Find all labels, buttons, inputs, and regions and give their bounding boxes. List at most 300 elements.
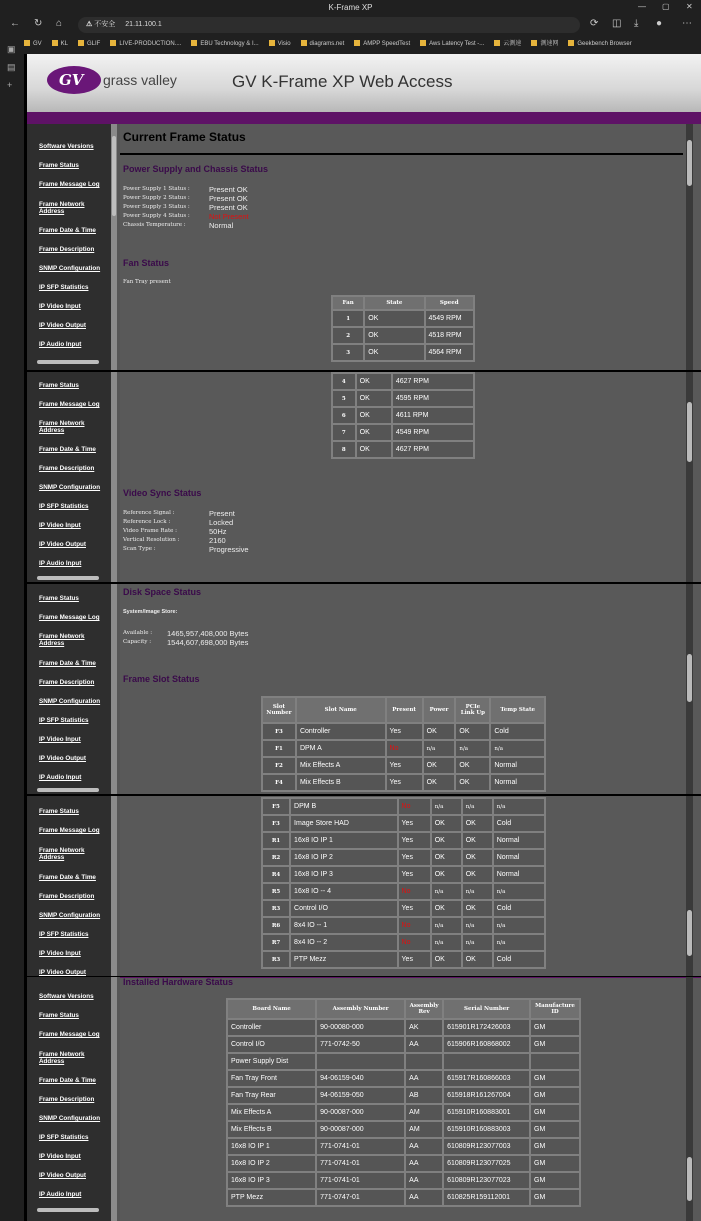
table-cell: AB [405, 1087, 443, 1104]
table-cell: OK [364, 310, 424, 327]
bookmark-item[interactable] [78, 36, 100, 52]
nav-frame-network-address[interactable]: Address [39, 640, 65, 647]
bookmark-item[interactable] [269, 36, 291, 52]
maximize-icon[interactable]: ▢ [662, 2, 670, 11]
table-cell: n/a [431, 798, 462, 815]
nav-frame-network-address[interactable]: Address [39, 208, 65, 215]
nav-frame-description[interactable]: Frame Description [39, 679, 95, 686]
table-cell: Yes [386, 723, 423, 740]
table-cell: Yes [398, 900, 431, 917]
table-cell: Cold [493, 815, 545, 832]
table-cell: R3 [262, 900, 290, 917]
table-cell: 4627 RPM [392, 441, 474, 458]
table-cell: 4518 RPM [425, 327, 475, 344]
column-header: Assembly Number [316, 999, 405, 1019]
table-row [262, 723, 545, 740]
table-row [262, 757, 545, 774]
table-cell [316, 1053, 405, 1070]
table-cell: n/a [493, 798, 545, 815]
table-cell: No [398, 883, 431, 900]
table-row [227, 1121, 580, 1138]
disk-heading: Disk Space Status [123, 587, 202, 597]
bookmark-item[interactable] [568, 36, 631, 52]
table-cell: GM [530, 1070, 580, 1087]
bookmark-item[interactable] [531, 36, 558, 52]
nav-ip-audio-input[interactable]: IP Audio Input [39, 1191, 82, 1198]
table-cell: 16x8 IO IP 2 [227, 1155, 316, 1172]
table-row [262, 883, 545, 900]
table-cell: OK [462, 866, 493, 883]
table-cell: Mix Effects A [296, 757, 386, 774]
bookmark-item[interactable] [24, 36, 42, 52]
table-cell: AA [405, 1189, 443, 1206]
table-cell: OK [455, 774, 490, 791]
sidebar-scroll-thumb[interactable] [112, 136, 116, 216]
nav-frame-description[interactable]: Frame Description [39, 465, 95, 472]
table-cell: 4611 RPM [392, 407, 474, 424]
table-row [227, 1036, 580, 1053]
nav-frame-status[interactable]: Frame Status [39, 382, 79, 389]
slot-table [261, 696, 546, 792]
table-cell: OK [462, 900, 493, 917]
brand-name: grass valley [103, 72, 177, 88]
sidebar-hscroll[interactable] [37, 576, 99, 580]
sidebar-hscroll[interactable] [37, 360, 99, 364]
table-cell: 771-0741-01 [316, 1155, 405, 1172]
bookmark-item[interactable] [354, 36, 410, 52]
table-cell: 8x4 IO -- 2 [290, 934, 397, 951]
table-cell: 1 [332, 310, 364, 327]
table-cell: OK [455, 723, 490, 740]
tab-title: K-Frame XP [328, 3, 373, 12]
table-row [332, 441, 474, 458]
table-cell: Normal [490, 757, 545, 774]
table-cell: 16x8 IO -- 4 [290, 883, 397, 900]
table-cell: 615910R160883001 [443, 1104, 530, 1121]
table-cell: OK [431, 849, 462, 866]
bookmark-icon [568, 40, 574, 46]
table-cell: 16x8 IO IP 2 [290, 849, 397, 866]
nav-snmp-configuration[interactable]: SNMP Configuration [39, 265, 101, 272]
table-cell: OK [431, 832, 462, 849]
table-cell: R7 [262, 934, 290, 951]
table-cell: OK [455, 757, 490, 774]
nav-frame-message-log[interactable]: Frame Message Log [39, 401, 100, 408]
sidebar-hscroll[interactable] [37, 788, 99, 792]
nav-ip-sfp-statistics[interactable]: IP SFP Statistics [39, 284, 89, 291]
column-header: Fan [332, 296, 364, 310]
nav-frame-network[interactable]: Frame Network [39, 633, 85, 640]
slot-heading: Frame Slot Status [123, 674, 200, 684]
table-cell: n/a [455, 740, 490, 757]
table-cell: 771-0747-01 [316, 1189, 405, 1206]
content-scroll-thumb[interactable] [687, 654, 692, 702]
bookmark-item[interactable] [420, 36, 484, 52]
bookmark-icon [494, 40, 500, 46]
nav-frame-status[interactable]: Frame Status [39, 1012, 79, 1019]
bookmark-icon [110, 40, 116, 46]
table-cell: GM [530, 1155, 580, 1172]
table-cell: 4 [332, 373, 356, 390]
bookmark-icon [191, 40, 197, 46]
nav-frame-message-log[interactable]: Frame Message Log [39, 1031, 100, 1038]
table-cell: AA [405, 1070, 443, 1087]
table-cell: 4627 RPM [392, 373, 474, 390]
table-cell: AA [405, 1138, 443, 1155]
address-bar[interactable] [78, 17, 580, 33]
bookmark-icon [24, 40, 30, 46]
nav-ip-video-output[interactable]: IP Video Output [39, 322, 86, 329]
table-cell: OK [431, 815, 462, 832]
table-row [227, 1138, 580, 1155]
table-cell: n/a [423, 740, 456, 757]
table-row [262, 900, 545, 917]
table-cell: 7 [332, 424, 356, 441]
table-cell: 610809R123077003 [443, 1138, 530, 1155]
table-cell [443, 1053, 530, 1070]
table-cell: OK [423, 774, 456, 791]
title-divider [120, 153, 683, 155]
sidebar [27, 124, 111, 370]
table-cell: OK [423, 757, 456, 774]
nav-ip-audio-input[interactable]: IP Audio Input [39, 341, 82, 348]
nav-frame-description[interactable]: Frame Description [39, 246, 95, 253]
table-cell: n/a [462, 917, 493, 934]
bookmark-icon [301, 40, 307, 46]
nav-frame-network[interactable]: Frame Network [39, 420, 85, 427]
power-heading: Power Supply and Chassis Status [123, 164, 269, 174]
table-cell: 16x8 IO IP 1 [227, 1138, 316, 1155]
bookmark-item[interactable] [191, 36, 258, 52]
bookmark-label: diagrams.net [309, 41, 345, 47]
panel-2 [27, 372, 701, 582]
nav-frame-network-address[interactable]: Address [39, 1058, 65, 1065]
nav-software-versions[interactable]: Software Versions [39, 143, 94, 150]
nav-frame-network-address[interactable]: Address [39, 427, 65, 434]
nav-software-versions[interactable]: Software Versions [39, 993, 94, 1000]
tab-icon[interactable]: ▣ [7, 44, 16, 54]
table-cell: 94-06159-040 [316, 1070, 405, 1087]
table-row [332, 327, 474, 344]
table-cell: OK [356, 390, 392, 407]
table-cell: 90-00087-000 [316, 1121, 405, 1138]
table-cell [530, 1053, 580, 1070]
table-cell: 615918R161267004 [443, 1087, 530, 1104]
table-cell: OK [462, 832, 493, 849]
table-cell: 610809R123077025 [443, 1155, 530, 1172]
table-cell: 2 [332, 327, 364, 344]
table-cell: 5 [332, 390, 356, 407]
table-cell: OK [356, 424, 392, 441]
table-cell: R6 [262, 917, 290, 934]
column-header: Board Name [227, 999, 316, 1019]
nav-ip-video-output[interactable]: IP Video Output [39, 1172, 86, 1179]
table-row [227, 1172, 580, 1189]
table-cell: OK [431, 951, 462, 968]
table-cell: No [398, 798, 431, 815]
nav-ip-sfp-statistics[interactable]: IP SFP Statistics [39, 1134, 89, 1141]
column-header: Present [386, 697, 423, 723]
table-cell: OK [462, 815, 493, 832]
table-cell: Mix Effects B [227, 1121, 316, 1138]
nav-frame-message-log[interactable]: Frame Message Log [39, 181, 100, 188]
table-row [262, 774, 545, 791]
table-row [332, 390, 474, 407]
table-cell: 610825R159112001 [443, 1189, 530, 1206]
table-row [332, 344, 474, 361]
bookmark-label: GLIF [87, 41, 101, 47]
table-cell: Controller [227, 1019, 316, 1036]
content-scroll-thumb[interactable] [687, 1157, 692, 1201]
close-icon[interactable]: ✕ [686, 2, 693, 11]
table-cell: GM [530, 1087, 580, 1104]
sidebar [27, 372, 111, 582]
nav-ip-video-output[interactable]: IP Video Output [39, 755, 86, 762]
slot-table-continued [261, 797, 546, 969]
bookmark-icon [78, 40, 84, 46]
content-scroll-thumb[interactable] [687, 402, 692, 462]
nav-frame-date-time[interactable]: Frame Date & Time [39, 227, 96, 234]
nav-ip-video-output[interactable]: IP Video Output [39, 969, 86, 976]
table-cell: OK [431, 866, 462, 883]
panel-1 [27, 54, 701, 370]
gv-logo: GV [47, 66, 101, 94]
table-cell: 771-0742-50 [316, 1036, 405, 1053]
column-header: Serial Number [443, 999, 530, 1019]
sidebar-scrollbar[interactable] [111, 372, 117, 582]
nav-snmp-configuration[interactable]: SNMP Configuration [39, 698, 101, 705]
bookmark-label: Visio [277, 41, 291, 47]
sidebar-scrollbar[interactable] [111, 796, 117, 976]
table-cell: n/a [431, 934, 462, 951]
copilot-icon[interactable]: ● [656, 18, 663, 29]
table-cell: F5 [262, 798, 290, 815]
bookmark-item[interactable] [494, 36, 521, 52]
table-cell: R1 [262, 832, 290, 849]
nav-snmp-configuration[interactable]: SNMP Configuration [39, 1115, 101, 1122]
page-icon[interactable]: ▤ [7, 62, 16, 72]
table-row [262, 740, 545, 757]
table-cell: DPM A [296, 740, 386, 757]
table-cell: AA [405, 1172, 443, 1189]
back-icon[interactable]: ← [10, 18, 20, 29]
column-header: Assembly Rev [405, 999, 443, 1019]
column-header: PCIe Link Up [455, 697, 490, 723]
nav-frame-date-time[interactable]: Frame Date & Time [39, 1077, 96, 1084]
table-row [227, 1053, 580, 1070]
nav-frame-date-time[interactable]: Frame Date & Time [39, 874, 96, 881]
extensions-icon[interactable]: ⟳ [590, 18, 599, 29]
table-cell: 615901R172426003 [443, 1019, 530, 1036]
sidebar-scrollbar[interactable] [111, 584, 117, 794]
nav-frame-status[interactable]: Frame Status [39, 808, 79, 815]
kv-row: Scan Type : Progressive [123, 545, 249, 554]
nav-snmp-configuration[interactable]: SNMP Configuration [39, 912, 101, 919]
sidebar-scrollbar[interactable] [111, 977, 117, 1221]
nav-ip-video-input[interactable]: IP Video Input [39, 303, 81, 310]
bookmark-label: LIVE-PRODUCTION.... [119, 41, 182, 47]
nav-frame-message-log[interactable]: Frame Message Log [39, 614, 100, 621]
table-cell: F4 [262, 774, 296, 791]
table-row [262, 798, 545, 815]
content [120, 372, 701, 582]
content-scroll-thumb[interactable] [687, 910, 692, 956]
table-row [332, 310, 474, 327]
reload-icon[interactable]: ↻ [34, 18, 43, 29]
nav-ip-video-input[interactable]: IP Video Input [39, 1153, 81, 1160]
bookmark-item[interactable] [301, 36, 345, 52]
table-cell: GM [530, 1019, 580, 1036]
kv-row: Reference Signal : Present [123, 509, 235, 518]
home-icon[interactable]: ⌂ [56, 18, 63, 29]
kv-row: Capacity : 1544,607,698,000 Bytes [123, 638, 249, 647]
nav-ip-video-input[interactable]: IP Video Input [39, 950, 81, 957]
column-header: Temp State [490, 697, 545, 723]
sidebar-hscroll[interactable] [37, 1208, 99, 1212]
table-cell: 4549 RPM [425, 310, 475, 327]
nav-ip-sfp-statistics[interactable]: IP SFP Statistics [39, 931, 89, 938]
nav-frame-network[interactable]: Frame Network [39, 847, 85, 854]
new-tab-icon[interactable]: + [7, 80, 13, 90]
table-cell: AA [405, 1036, 443, 1053]
table-cell: PTP Mezz [290, 951, 397, 968]
content [120, 584, 701, 794]
bookmark-label: AMPP SpeedTest [363, 41, 411, 47]
table-cell: Yes [386, 774, 423, 791]
sync-heading: Video Sync Status [123, 488, 202, 498]
table-cell: 4564 RPM [425, 344, 475, 361]
table-cell: 94-06159-050 [316, 1087, 405, 1104]
table-row [262, 832, 545, 849]
kv-row: Power Supply 4 Status : Not Present [123, 212, 249, 221]
table-row [262, 849, 545, 866]
nav-frame-network-address[interactable]: Address [39, 854, 65, 861]
table-row [227, 1070, 580, 1087]
nav-frame-network[interactable]: Frame Network [39, 1051, 85, 1058]
panel-3 [27, 584, 701, 794]
nav-frame-network[interactable]: Frame Network [39, 201, 85, 208]
bookmark-item[interactable] [52, 36, 68, 52]
bookmark-label: EBU Technology & I... [200, 41, 259, 47]
table-cell: Mix Effects B [296, 774, 386, 791]
table-header-row [227, 999, 580, 1019]
table-cell: 4549 RPM [392, 424, 474, 441]
disk-subheading: System/Image Store: [123, 609, 178, 615]
app-title: GV K-Frame XP Web Access [232, 72, 453, 91]
fan-table-continued [331, 372, 475, 459]
nav-ip-video-output[interactable]: IP Video Output [39, 541, 86, 548]
nav-frame-message-log[interactable]: Frame Message Log [39, 827, 100, 834]
bookmark-label: GV [33, 41, 42, 47]
table-row [332, 373, 474, 390]
nav-ip-video-input[interactable]: IP Video Input [39, 522, 81, 529]
table-cell: GM [530, 1104, 580, 1121]
table-cell: 90-00080-000 [316, 1019, 405, 1036]
page-header [27, 54, 701, 112]
nav-ip-sfp-statistics[interactable]: IP SFP Statistics [39, 503, 89, 510]
nav-frame-description[interactable]: Frame Description [39, 893, 95, 900]
table-header-row [262, 697, 545, 723]
kv-row: Power Supply 1 Status : Present OK [123, 185, 248, 194]
table-cell: AM [405, 1104, 443, 1121]
table-cell: Normal [493, 849, 545, 866]
content [120, 796, 701, 976]
table-cell: Yes [398, 866, 431, 883]
bookmark-icon [531, 40, 537, 46]
table-cell: 16x8 IO IP 3 [290, 866, 397, 883]
table-cell: n/a [462, 883, 493, 900]
table-cell: OK [423, 723, 456, 740]
bookmark-icon [354, 40, 360, 46]
nav-ip-video-input[interactable]: IP Video Input [39, 736, 81, 743]
download-icon[interactable]: ⤓ [634, 18, 639, 29]
table-cell: GM [530, 1172, 580, 1189]
table-row [227, 1104, 580, 1121]
table-cell: Fan Tray Front [227, 1070, 316, 1087]
nav-frame-description[interactable]: Frame Description [39, 1096, 95, 1103]
table-cell: F3 [262, 723, 296, 740]
fan-heading: Fan Status [123, 258, 170, 268]
table-cell: 771-0741-01 [316, 1138, 405, 1155]
table-cell: 90-00087-000 [316, 1104, 405, 1121]
minimize-icon[interactable]: — [638, 2, 646, 11]
table-cell: 4595 RPM [392, 390, 474, 407]
bookmark-item[interactable] [110, 36, 181, 52]
nav-ip-audio-input[interactable]: IP Audio Input [39, 560, 82, 567]
column-header: Power [423, 697, 456, 723]
table-cell: 6 [332, 407, 356, 424]
nav-frame-status[interactable]: Frame Status [39, 595, 79, 602]
panel-4 [27, 796, 701, 976]
table-cell: n/a [431, 883, 462, 900]
table-header-row [332, 296, 474, 310]
table-cell: AM [405, 1121, 443, 1138]
table-row [262, 934, 545, 951]
nav-snmp-configuration[interactable]: SNMP Configuration [39, 484, 101, 491]
browser-chrome [0, 0, 701, 54]
table-cell: Normal [493, 832, 545, 849]
split-icon[interactable]: ◫ [612, 18, 622, 29]
menu-icon[interactable]: ⋯ [682, 18, 692, 29]
column-header: Speed [425, 296, 475, 310]
table-cell: Yes [398, 849, 431, 866]
security-label: 不安全 [94, 21, 116, 28]
nav-ip-audio-input[interactable]: IP Audio Input [39, 774, 82, 781]
table-cell: Fan Tray Rear [227, 1087, 316, 1104]
table-cell: Control I/O [227, 1036, 316, 1053]
bookmark-icon [420, 40, 426, 46]
nav-frame-date-time[interactable]: Frame Date & Time [39, 660, 96, 667]
nav-ip-sfp-statistics[interactable]: IP SFP Statistics [39, 717, 89, 724]
table-cell [405, 1053, 443, 1070]
table-cell: Yes [398, 951, 431, 968]
table-cell: 771-0741-01 [316, 1172, 405, 1189]
table-cell: 610809R123077023 [443, 1172, 530, 1189]
content-scroll-thumb[interactable] [687, 140, 692, 186]
table-cell: AK [405, 1019, 443, 1036]
content [120, 124, 701, 370]
nav-frame-date-time[interactable]: Frame Date & Time [39, 446, 96, 453]
purple-bar [27, 112, 701, 124]
table-cell: n/a [493, 934, 545, 951]
kv-row: Video Frame Rate : 50Hz [123, 527, 227, 536]
fan-note: Fan Tray present [123, 279, 171, 285]
column-header: Manufacture ID [530, 999, 580, 1019]
nav-frame-status[interactable]: Frame Status [39, 162, 79, 169]
table-cell: 3 [332, 344, 364, 361]
table-cell: Controller [296, 723, 386, 740]
table-cell: Mix Effects A [227, 1104, 316, 1121]
